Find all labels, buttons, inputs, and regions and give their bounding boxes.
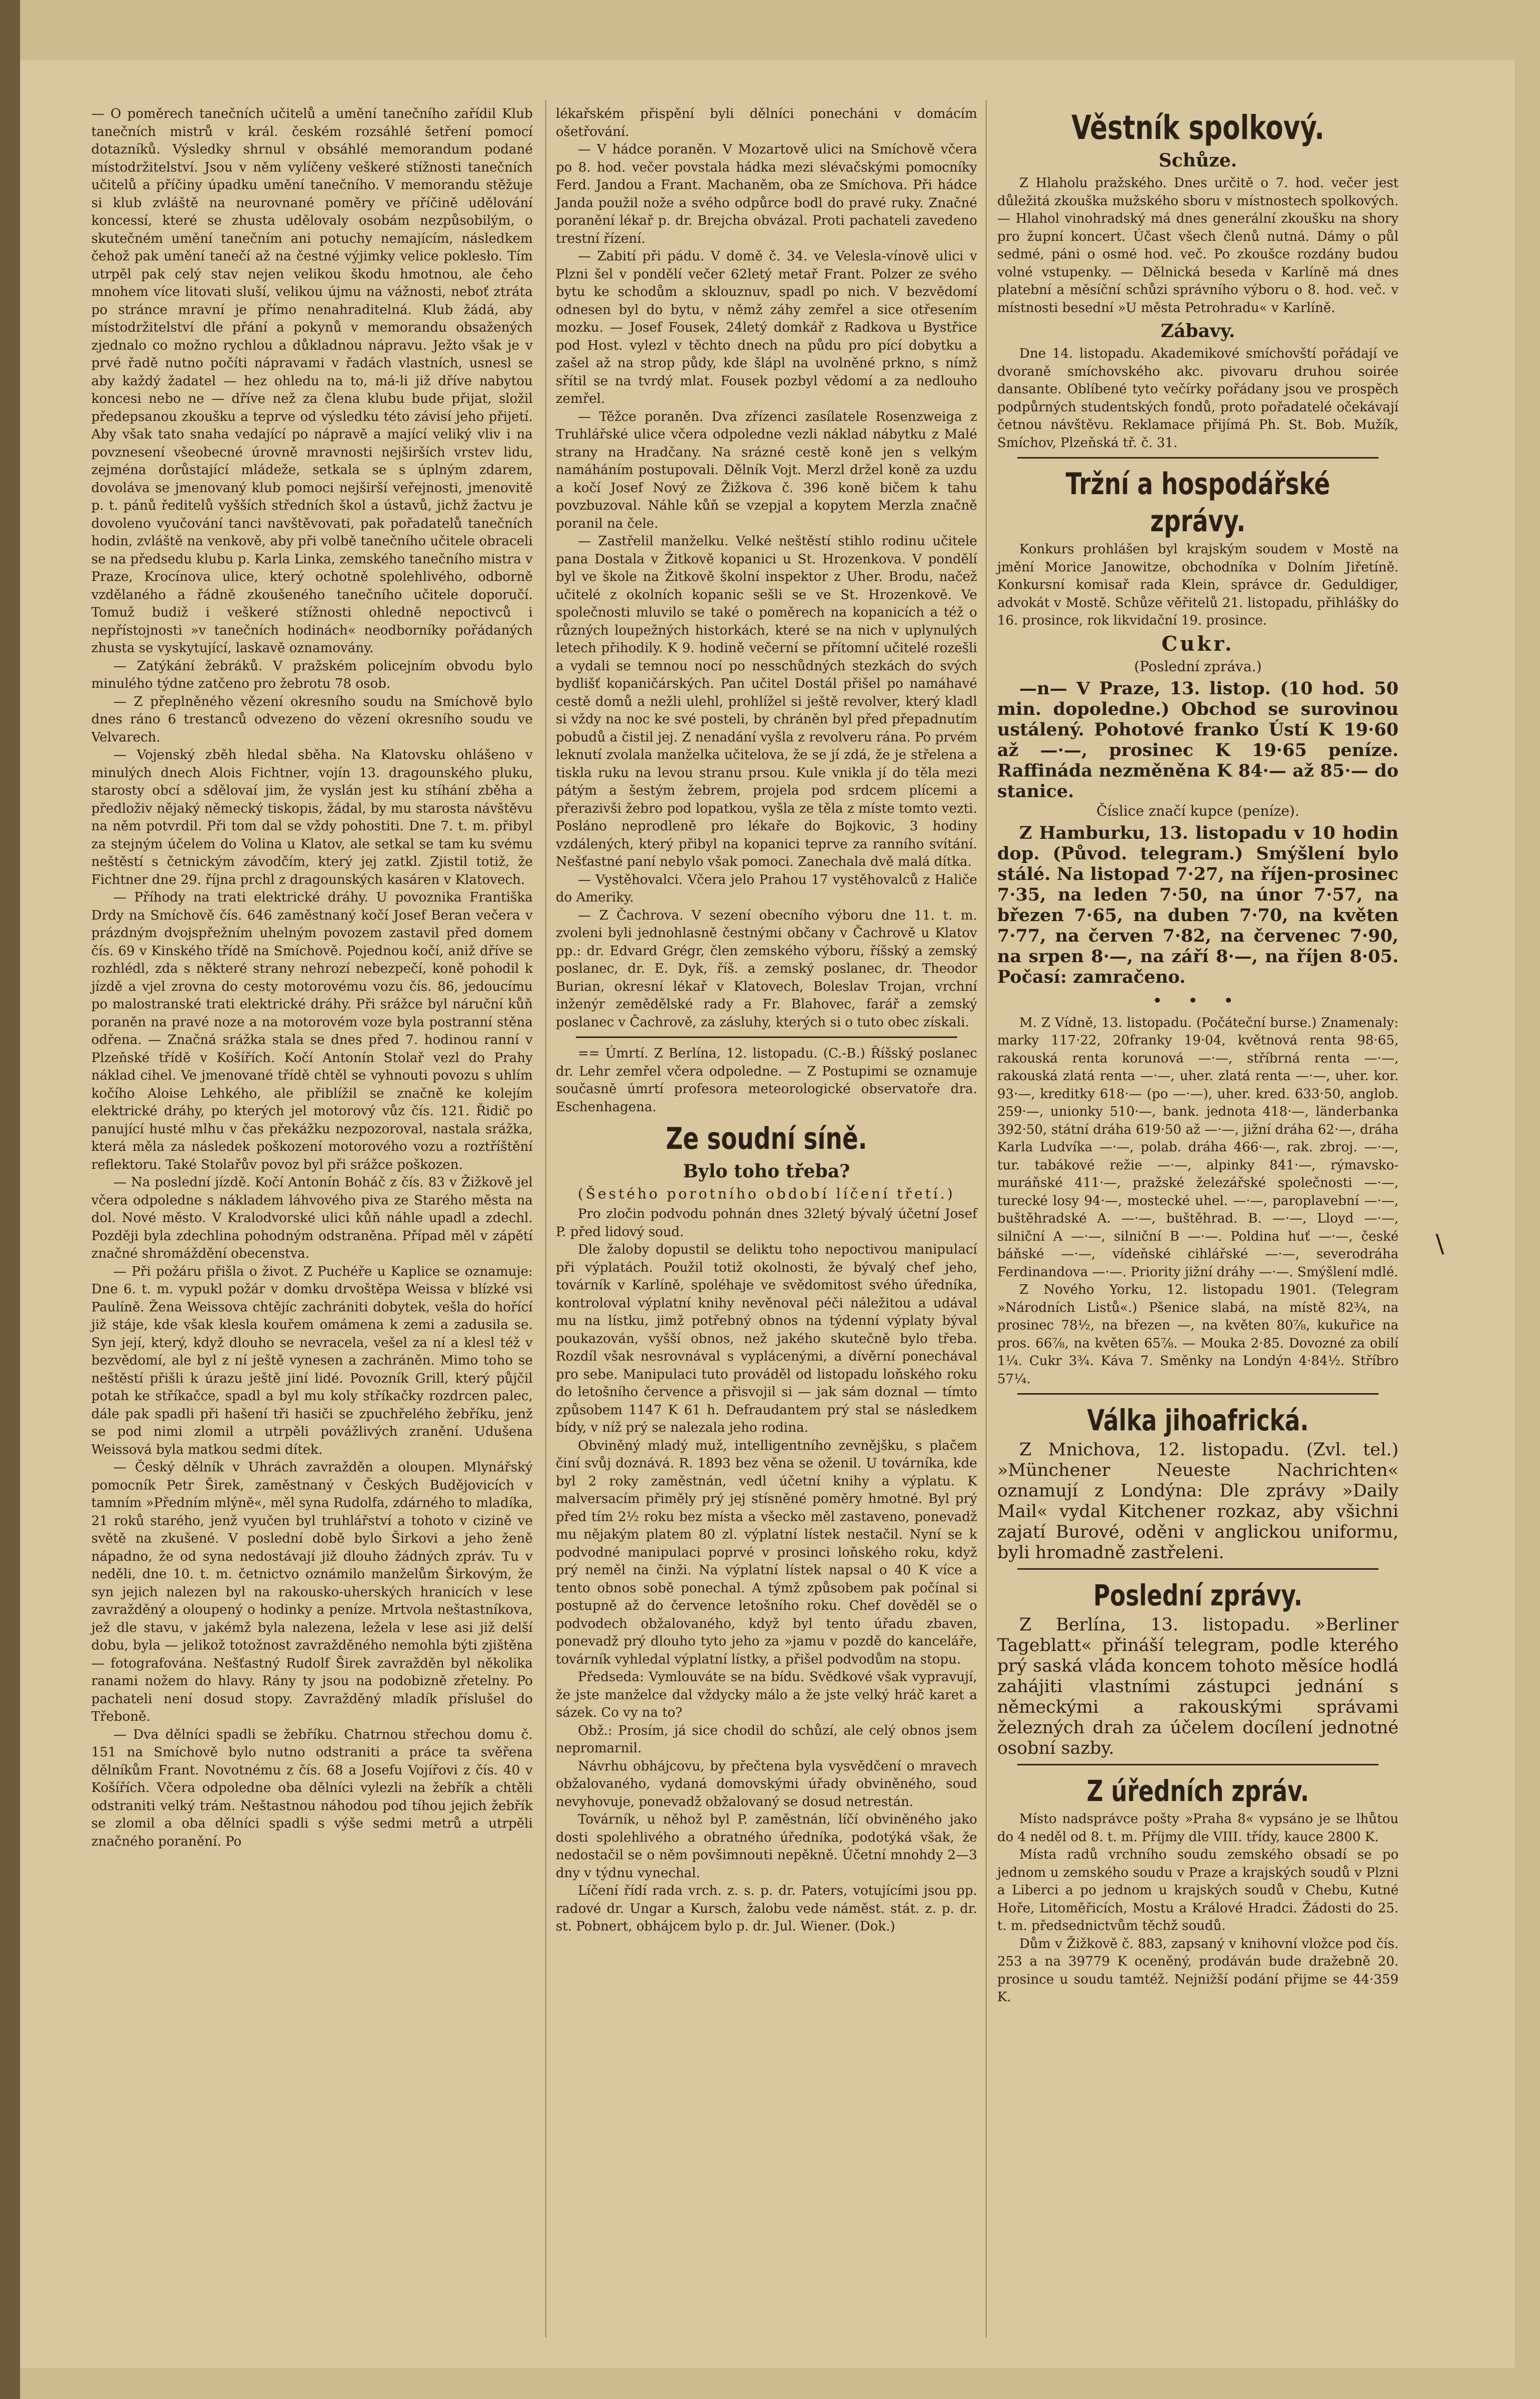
valka-text: Z Mnichova, 12. listopadu. (Zvl. tel.) »Münchener Neueste Nachrichten« oznamují z Londýna: Dle zprávy »Daily Mail« vydal Kitchener rozkaz, aby všichni zajatí Burové, oděni v anglickou uniformu, byli hromadně zastřeleni. bbox=[997, 1440, 1399, 1563]
section-divider bbox=[1017, 1764, 1378, 1765]
section-title-soudni-sin: Ze soudní síně. bbox=[666, 1121, 867, 1156]
section-divider bbox=[576, 1036, 957, 1038]
subhead-schuze: Schůze. bbox=[1158, 150, 1238, 171]
column-2 bbox=[556, 105, 977, 1936]
article-continuation: lékařském přispění byli dělníci ponecháni v domácím ošetřování. bbox=[556, 106, 977, 139]
cukr-subtitle: (Poslední zpráva.) bbox=[1134, 658, 1262, 675]
article-zabiti: — Zabití při pádu. V domě č. 34. ve Velesla-vínově ulici v Plzni šel v pondělí večer 62letý metař Frant. Polzer ze svého bytu ke schodům a sklouznuv, spadl po nich. V bezvědomí odnesen byl do bytu, v němž záhy zemřel a sice otřesením mozku. — Josef Fousek, 24letý domkář z Radkova u Bystřice pod Host. vylezl v těchto dnech na půdu pro pící dobytku a zašel až na strop půdy, kde šlápl na uvolněné prkno, s nímž sřítil se na tvrdý mlat. Fousek pozbyl vědomí a za nedlouho zemřel. bbox=[556, 249, 977, 406]
article-vezeni: — Z přeplněného vězení okresního soudu na Smíchově bylo dnes ráno 6 trestanců odvezeno do vězení okresního soudu ve Velvarech. bbox=[91, 694, 533, 745]
subhead-zabavy: Zábavy. bbox=[1160, 321, 1236, 342]
article-hadka: — V hádce poraněn. V Mozartově ulici na Smíchově včera po 8. hod. večer povstala hádka mezi slévačskými pomocníky Ferd. Jandou a Frant. Machaněm, oba ze Smíchova. Při hádce Janda použil nože a svého odpůrce bodl do pravé ruky. Značné poranění lékař p. dr. Brejcha obvázal. Proti pachateli zavedeno trestní řízení. bbox=[556, 142, 977, 246]
cislice-note: Číslice značí kupce (peníze). bbox=[1096, 802, 1300, 819]
court-paragraph-6: Návrhu obhájcovu, by přečtena byla vysvědčení o mravech obžalovaného, vydaná domovskými úřady obviněného, soud nevyhovuje, ponevadž obžalovaný se dosud netrestán. bbox=[556, 1758, 977, 1810]
column-rule-1 bbox=[545, 100, 546, 2338]
misto-posty-text: Místo nadsprávce pošty »Praha 8« vypsáno je se lhůtou do 4 neděl od 8. t. m. Příjmy dle VIII. třídy, kauce 2800 K. bbox=[997, 1812, 1399, 1845]
column-rule-2 bbox=[986, 100, 987, 2338]
article-umrti: == Úmrtí. Z Berlína, 12. listopadu. (C.-B.) Říšský poslanec dr. Lehr zemřel včera odpoledne. — Z Postupimi se oznamuje současně úmrtí profesora meteorologické observatoře dra. Eschenhagena. bbox=[556, 1046, 977, 1115]
article-subtitle: (Šestého porotního období líčení třetí.) bbox=[577, 1185, 956, 1202]
article-zbeh: — Vojenský zběh hledal sběha. Na Klatovsku ohlášeno v minulých dnech Alois Fichtner, vojín 13. dragounského pluku, starosty obcí a sdělovaí jim, že vyslán jest ku stíhání zběha a předloživ nějaký německý tiskopis, žádal, by mu starosta návštěvu na něm potvrdil. Při tom dal se vždy pohostiti. Dne 7. t. m. přibyl za stejným účelem do Volina u Klatov, ale setkal se tam ku svému neštěstí s četnickým závodčím, který jej zatkl. Zjistil totiž, že Fichtner dne 29. října prchl z dragounských kasáren v Klatovech. bbox=[91, 747, 533, 887]
court-paragraph-7: Továrník, u něhož byl P. zaměstnán, líčí obviněného jako dosti spolehlivého a obratného úředníka, podotýká však, že nedostačil se o něm povšimnouti nepěkně. Účetní mnohdy 2—3 dny v týdnu vynechal. bbox=[556, 1812, 977, 1881]
viden-text: M. Z Vídně, 13. listopadu. (Počáteční burse.) Znamenaly: marky 117·22, 20franky 19·04, květnová renta 98·65, rakouská renta korunová —·—, stříbrná renta —·—, rakouská zlatá renta —·—, uher. zlatá renta —·—, uher. kor. 93·—, kreditky 618·— (po —·—), uher. kred. 633·50, anglob. 259·—, unionky 510·—, bank. jednota 418·—, länderbanka 392·50, státní dráha 619·50 až —·—, jižní dráha 62·—, dráha Karla Ludvíka —·—, polab. dráha 466·—, rak. zbroj. —·—, tur. tabákové režie —·—, alpinky 841·—, rýmavsko-muráňské 411·—, pražské železářské společnosti —·—, turecké losy 94·—, mostecké uhel. —·—, paroplavební —·—, buštěhradské A. —·—, buštěhrad. B. —·—, Lloyd —·—, silniční A —·—, silniční B —·—. Poldina huť —·—, české báňské —·—, vídeňské cihlářské —·—, severodráha Ferdinandova —·—. Priority jižní dráhy —·—. Smýšlení mdlé. bbox=[997, 1015, 1399, 1280]
court-paragraph-4: Předseda: Vymlouváte se na bídu. Svědkové však vypravují, že jste manželce dal vždycky málo a že jste velký hráč karet a sázek. Co vy na to? bbox=[556, 1670, 977, 1720]
dum-zizkov-text: Dům v Žižkově č. 883, zapsaný v knihovní vložce pod čís. 253 a na 39779 K oceněný, prodáván bude dražebně 20. prosince u soudu tamtéž. Nejnižší podání přijme se 44·359 K. bbox=[997, 1936, 1399, 2005]
section-title-vestnik: Věstník spolkový. bbox=[1071, 108, 1325, 147]
article-vystehovalci: — Vystěhovalci. Včera jelo Prahou 17 vystěhovalců z Haliče do Ameriky. bbox=[556, 872, 977, 905]
margin-pencil-mark: \ bbox=[1436, 1229, 1444, 1258]
article-posledni-jizda: — Na poslední jízdě. Kočí Antonín Boháč z čís. 83 v Žižkově jel včera odpoledne s nákladem láhvového piva ze Starého města na dol. Nové město. V Kralodvorské ulici kůň náhle upadl a zdechl. Později byla zdechlina pohodným odstraněna. Případ měl v zápětí značné shromáždění obecenstva. bbox=[91, 1175, 533, 1261]
konkurs-text: Konkurs prohlášen byl krajským soudem v Mostě na jmění Morice Janowitze, obchodníka v Dolním Jiřetíně. Konkursní komisař rada Klein, správce dr. Geduldiger, advokát v Mostě. Schůze věřitelů 21. listopadu, přihlášky do 16. prosince, rok likvidační 19. prosince. bbox=[997, 542, 1399, 628]
section-title-uradni: Z úředních zpráv. bbox=[1087, 1774, 1309, 1808]
cukr-praha-text: —n— V Praze, 13. listop. (10 hod. 50 min. dopoledne.) Obchod se surovinou ustálený. Pohotové franko Ústí K 19·60 až —·—, prosinec K 19·65 peníze. Raffináda nezměněna K 84·— až 85·— do stanice. bbox=[997, 678, 1399, 802]
section-title-trzni: Tržní a hospodářské zprávy. bbox=[1065, 467, 1330, 539]
misto-radu-text: Místa radů vrchního soudu zemského obsadí se po jednom u zemského soudu v Praze a krajských soudů v Plzni a Liberci a po jednom u krajských soudů v Chebu, Kutné Hoře, Litoměřicích, Mostu a Králové Hradci. Žádosti do 25. t. m. předsednictvům těchž soudů. bbox=[997, 1847, 1399, 1933]
column-3 bbox=[997, 105, 1399, 2007]
court-paragraph-1: Pro zločin podvodu pohnán dnes 32letý bývalý účetní Josef P. před lidový soud. bbox=[556, 1207, 977, 1240]
court-paragraph-3: Obviněný mladý muž, intelligentního zevnějšku, s plačem činí svůj doznává. R. 1893 bez věna se oženil. U továrníka, kde byl 2 roky zaměstnán, vedl účetní knihy a výplatu. K malversacím přiměly prý jej stísněné poměry hmotné. Byl prý před tím 2½ roku bez místa a všecko měl zastaveno, ponevadž mu nějakým platem 80 zl. výplatní lístek nestačil. Nyní se k podvodné manipulaci poprvé v prosinci loňského roku, když prý neměl na činži. Na výplatní lístek napsal o 40 K více a tento obnos sobě ponechal. A týmž způsobem pak počínal si postupně až do července letošního roku. Chef dověděl se o podvodech obžalovaného, když byl tento úřadu zbaven, ponevadž prý dlouho tyto jeho za »jamu v pozdě do kanceláře, továrník vyhledal výplatní lístky, a přišel podvodům na stopu. bbox=[556, 1438, 977, 1667]
new-york-text: Z Nového Yorku, 12. listopadu 1901. (Telegram »Národních Listů«.) Pšenice slabá, na místě 82¾, na prosinec 78½, na březen —, na květen 80⅞, kukuřice na pros. 66⅞, na květen 65⅞. — Mouka 2·85. Dovozné za obilí 1¼. Cukr 3¾. Káva 7. Směnky na Londýn 4·84½. Stříbro 57¼. bbox=[997, 1282, 1399, 1387]
court-paragraph-2: Dle žaloby dopustil se deliktu toho nepoctivou manipulací při výplatách. Použil totiž okolnosti, že bývalý chef jeho, továrník v Karlíně, spoléhaje ve svědomitost svého úředníka, kontroloval výplatní knihy nevěnoval péči náležitou a udával mu na lístku, jimž potřebný obnos na týdenní výplaty býval poukazován, vyšší obnos, než jakého skutečně bylo třeba. Rozdíl však nesrovnával s vyplácenými, a dívěrní ponechával pro sebe. Manipulaci tuto prováděl od listopadu loňského roku do letošního července a přisvojil si — jak sám doznal — tímto způsobem 1147 K 61 h. Defraudantem prý stal se následkem bídy, v níž prý se nalezala jeho rodina. bbox=[556, 1242, 977, 1435]
page-edge-strip bbox=[0, 0, 20, 2399]
article-tanecni-ucitele: — O poměrech tanečních učitelů a umění tanečního zařídil Klub tanečních mistrů v král. českém rozsáhlé šetření pomocí dotazníků. Výsledky shrnul v obsáhlé memorandum podané místodržitelství. Jsou v něm vylíčeny veškeré stížnosti tanečních učitelů a příčiny úpadku umění tanečního. V memorandu stěžuje si klub zvláště na neurovnané poměry ve příčině udělování koncessí, které se zhusta udělovaly osobám nezpůsobilým, o skutečném umění tanečním ani potuchy nemajícím, následkem čehož pak umění tanečí až na čestné výjimky velice poklesło. Tím utrpěl pak celý stav nejen velikou škodu hmotnou, ale čeho mnohem více litovati sluší, velikou újmu na vážnosti, neboť ztráta po stránce mravní je přímo nenahraditelná. Klub žádá, aby místodržitelství dle přání a pokynů v memorandu obsažených zjednalo co možno rychlou a důkladnou nápravu. Ježto však je v prvé řadě nutno počíti nápravami v řadách vlastních, usnesl se aby každý žadatel — hez ohledu na to, má-li již dříve nabytou koncesi nebo ne — dříve než za člena klubu bude přijat, složil předepsanou zkoušku a teprve od výsledku této závisí jeho přijetí. Aby však tato snaha vedající po nápravě a mající veliký vliv i na povznesení všeobecné úrovně mravnosti nejširších vrstev lidu, zejména dorůstající mládeže, setkala se s úplným zdarem, dovoláva se jmenovaný klub pomoci nejširší veřejnosti, jmenovitě p. t. pánů ředitelů vyšších středních škol a ústavů, jichž žactvu je dovoleno vyučování tanci navštěvovati, pak pořadatelů tanečních hodin, zvláště na venkově, aby při volbě tanečního učitele obraceli se na předsedu klubu p. Karla Linka, zemského tanečního mistra v Praze, Krocínova ulice, který ochotně spolehlivého, odborně vzdělaného a řádně zkoušeného tanečního učitele doporučí. Tomuž budiž i veškeré stížnosti ohledně nepoctivců i nepřístojnosti »v tanečních hodinách« neodborníky pořádaných zhusta se vyskytující, laskavě oznamovány. bbox=[91, 106, 533, 656]
separator-dots: • • • bbox=[1152, 990, 1244, 1011]
article-title-bylo-toho-treba: Bylo toho třeba? bbox=[683, 1161, 850, 1182]
column-1 bbox=[91, 105, 533, 1851]
hamburk-text: Z Hamburku, 13. listopadu v 10 hodin dop. (Původ. telegram.) Smýšlení bylo stálé. Na listopad 7·27, na říjen-prosinec 7·35, na leden 7·50, na únor 7·57, na březen 7·65, na duben 7·70, na květen 7·77, na červen 7·82, na červenec 7·90, na srpen 8·—, na září 8·—, na říjen 8·05. Počasí: zamračeno. bbox=[997, 822, 1399, 987]
posledni-text: Z Berlína, 13. listopadu. »Berliner Tageblatt« přináší telegram, podle kterého prý saská vláda koncem tohoto měsíce hodlá zahájiti vlastními zástupci jednání s německými a rakouskými správami železných drah za účelem docílení jednotné osobní sazby. bbox=[997, 1615, 1399, 1758]
section-divider bbox=[1017, 1568, 1378, 1570]
article-dva-delnici: — Dva dělníci spadli se žebříku. Chatrnou střechou domu č. 151 na Smíchově bylo nutno odstraniti a práce ta svěřena dělníkům Frant. Novotnému z čís. 68 a Josefu Vojířovi z čís. 40 v Košířích. Včera odpoledne oba dělníci vylezli na žebřík a chtěli odstraniti velký trám. Neštastnou náhodou pod tíhou jejich žebřík se zlomil a oba dělníci spadli s výše sedmi metrů a utrpěli značného poranění. Po bbox=[91, 1727, 533, 1849]
schuze-text: Z Hlaholu pražského. Dnes určitě o 7. hod. večer jest důležitá zkouška mužského sboru v místnostech spolkových. — Hlahol vinohradský má dnes generální zkoušku na shory pro župní koncert. Účast všech členů nutná. Dámy o půl sedmé, páni o osmé hod. več. Po zkoušce rozdány budou volné vstupenky. — Dělnická beseda v Karlíně má dnes platební a měsíční schůzi správního výboru o 8. hod. več. v místnosti besední »U města Petrohradu« v Karlíně. bbox=[997, 176, 1399, 316]
article-zebraci: — Zatýkání žebráků. V pražském policejním obvodu bylo minulého týdne zatčeno pro žebrotu 78 osob. bbox=[91, 658, 533, 691]
article-pozar: — Při požáru přišla o život. Z Puchéře u Kaplice se oznamuje: Dne 6. t. m. vypukl požár v domku drvoštěpa Weissa v blízké vsi Paulíně. Žena Weissova chtějíc zachrániti dobytek, vešla do hořící již stáje, kde však klesla kouřem omámena k zemi a zadusila se. Syn její, který, když dlouho se nevracela, vešel za ní a klesl též v bezvědomí, ale byl z ní ještě vynesen a zachráněn. Mimo toho se neštěstí přišli k úrazu ještě jiní lidé. Povozník Grill, který půjčil potah ke stříkačce, spadl a byl mu koly stříkačky rozdrcen palec, dále pak spadli při hašení tři hasiči se zpuchřelého žebříku, jenž se pod nimi zlomil a utrpěli povážlivých zranění. Udušena Weissová byla matkou sedmi dítek. bbox=[91, 1264, 533, 1457]
article-tezce-poranen: — Těžce poraněn. Dva zřízenci zasílatele Rosenzweiga z Truhlářské ulice včera odpoledne vezli náklad nábytku z Malé strany na Hradčany. Na srázné cestě koně jen s velkým namáháním postupovali. Dělník Vojt. Merzl držel koně za uzdu a kočí Josef Nový ze Žižkova č. 396 koně bičem k tahu povzbuzoval. Náhle kůň se vzepjal a kopytem Merzla značně poranil na čele. bbox=[556, 409, 977, 531]
section-title-valka: Válka jihoafrická. bbox=[1087, 1403, 1309, 1437]
zabavy-text: Dne 14. listopadu. Akademikové smíchovští pořádají ve dvoraně smíchovského akc. pivovaru druhou soirée dansante. Oblíbené tyto večírky pořádany jsou ve prospěch podpůrných studentských fondů, proto pořadatelé očekávají četnou návštěvu. Reklamace přijímá Ph. St. Bob. Mužík, Smíchov, Plzeňská tř. č. 31. bbox=[997, 346, 1399, 451]
section-title-posledni: Poslední zprávy. bbox=[1093, 1578, 1303, 1612]
article-elektricka-draha: — Příhody na trati elektrické dráhy. U povoznika Františka Drdy na Smíchově čís. 646 zaměstnaný kočí Josef Beran večera v prázdným dvojspřežním uhelným povozem zastavil před domem čís. 69 v Kinského třídě na Smíchově. Pojednou kočí, aniž dříve se rozhlédl, zda s některé strany nehrozí nebezpečí, koně pohodil k jízdě a vjel zrovna do cesty motorovému vozu čís. 86, jedoucímu po malostranské trati elektrické dráhy. Při srážce byl náruční kůň poraněn na pravé noze a na motorovém voze byla postranní stěna odřena. — Značná srážka stala se dnes před 7. hodinou ranní v Plzeňské třídě v Košířích. Kočí Antonín Stolař vezl do Prahy náklad cihel. Ve jmenované třídě chtěl se vyhnouti povozu s uhlím kočího Aloise Lehkého, ale přiblížil se značně ke kolejím elektrické dráhy, po kterých jel motorový vůz čís. 121. Řidič po panující husté mlhu v čas překážku nezpozoroval, nastala srážka, která měla za následek poškození motorového vozu a roztříštění reflektoru. Také Stolařův povoz byl při srážce poškozen. bbox=[91, 890, 533, 1172]
court-paragraph-5: Obž.: Prosím, já sice chodil do schůzí, ale celý obnos jsem nepromarnil. bbox=[556, 1723, 977, 1756]
section-divider bbox=[1017, 457, 1378, 459]
court-paragraph-8: Líčení řídí rada vrch. z. s. p. dr. Paters, votujícími jsou pp. radové dr. Ungar a Kursch, žalobu vede náměst. stát. z. p. dr. st. Pobnert, obhájcem bylo p. dr. Jul. Wiener. (Dok.) bbox=[556, 1883, 977, 1934]
section-divider bbox=[1017, 1393, 1378, 1395]
subhead-cukr: Cukr. bbox=[1161, 632, 1235, 656]
article-cachrov: — Z Čachrova. V sezení obecního výboru dne 11. t. m. zvoleni byli jednohlasně čestnými občany v Čachrově u Klatov pp.: dr. Edvard Grégr, člen zemského výboru, říšský a zemský poslanec, dr. E. Dyk, říš. a zemský poslanec, dr. Theodor Burian, okresní lékař v Klatovech, Boleslav Trojan, vrchní inženýr zemědělské rady a Fr. Blahovec, farář a zemský poslanec v Čachrově, za zásluhy, kterých si o tuto obec získali. bbox=[556, 908, 977, 1030]
article-zastrelil: — Zastřelil manželku. Velké neštěstí stihlo rodinu učitele pana Dostala v Žitkově kopanici u St. Hrozenkova. V pondělí byl ve škole na Žitkově školní inspektor z Uher. Brodu, načež učitelé z okolních kopanic sešli se ve St. Hrozenkově. Ve společnosti mluvilo se také o poměrech na kopanicích a též o různých loupežných historkách, které se na nich v uplynulých letech přihodily. K 9. hodině večerní se přítomní učitelé rozešli a vydali se temnou nocí po nesschůdných stezkách do svých bydlišť kopaničárských. Pan učitel Dostál přišel po namáhavé cestě domů a nežli ulehl, prohlížel si ještě revolver, který kladl si vždy na noc ke své posteli, by chráněn byl před přepadnutím pobudů a čistil jej. Z nenadání vyšla z revolveru rána. Po prvém leknutí zvolala manželka učitelova, že se jí zdá, že je střelena a tiskla ruku na levou stranu prsou. Kule vnikla jí do těla mezi pátým a šestým žebrem, projela pod srdcem plícemi a přerazivši žebro pod lopatkou, vyšla ze těla z míste tomto vezti. Posláno neprodleně pro lékaře do Bojkovic, 3 hodiny vzdálených, který přibyl na kopanici teprve za ranního svítání. Nešťastné paní nebylo však pomoci. Zanechala dvě malá dítka. bbox=[556, 534, 977, 869]
article-cesky-delnik: — Český dělník v Uhrách zavražděn a oloupen. Mlynářský pomocník Petr Širek, zaměstnaný v Českých Budějovicích v tamním »Předním mlýně«, měl syna Rudolfa, zdárného to mladíka, 21 roků starého, jenž vyučen byl truhlářství a tohoto v cizině ve světě na zkušené. V poslední době bylo Širkovi a jeho ženě nápadno, že od syna nedostávají již dlouho žádných zpráv. Tu v neděli, dne 10. t. m. četnictvo oznámilo manželům Širkovým, že syn jejich nalezen byl na rakousko-uherských hranicích v lese zavražděný a oloupený o hodinky a peníze. Mrtvola neštastníkova, jež dle stavu, v jakémž byla nalezena, ležela v lese asi již delší dobu, byla — jelikož totožnost zavražděného nemohla býti zjištěna — fotografována. Nešťastný Rudolf Širek zavražděn byl několika ranami nožem do hlavy. Rány ty jsou na podobizně zřetelny. Po pachateli není dosud stopy. Zavražděný mladík příslušel do Třeboně. bbox=[91, 1460, 533, 1724]
